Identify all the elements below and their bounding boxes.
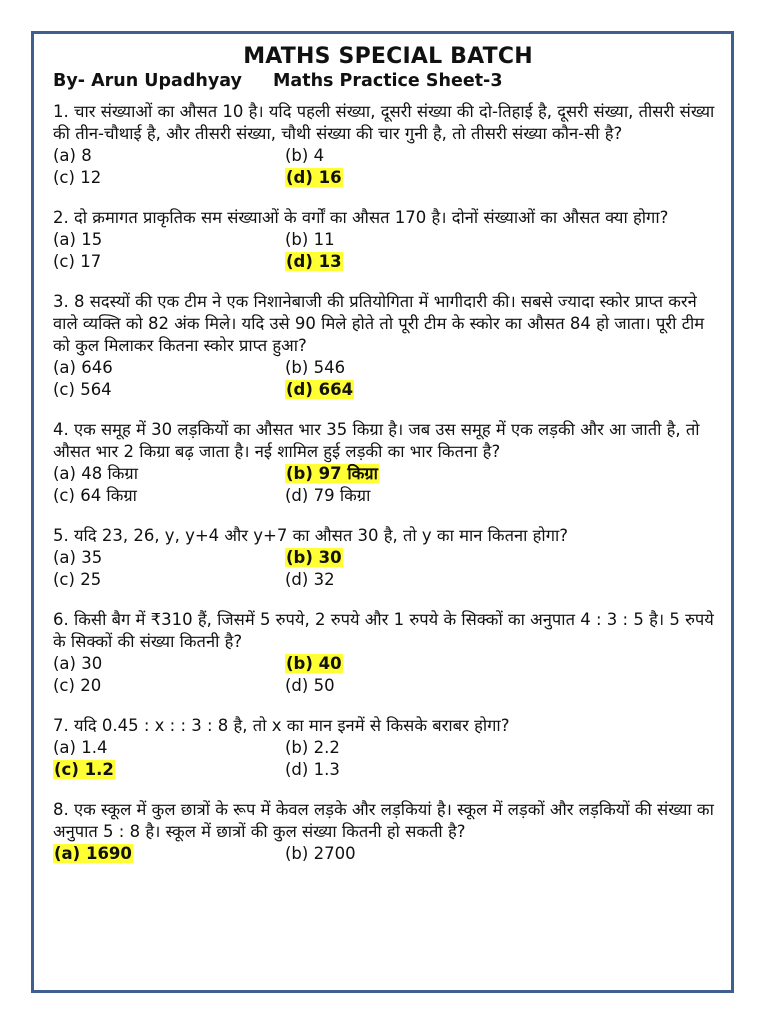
question-text: 6. किसी बैग में ₹310 हैं, जिसमें 5 रुपये, 2 रुपये और 1 रुपये के सिक्कों का अनुपात 4 : 3 : 5 है। 5 रुपये के सिक्कों की संख्या कितनी है?	[53, 610, 714, 651]
option-cell	[285, 569, 723, 591]
options-grid	[53, 357, 723, 401]
question-block	[53, 419, 723, 507]
question-block	[53, 101, 723, 189]
option: (a) 30	[53, 654, 103, 673]
options-grid	[53, 737, 723, 781]
option: (a) 8	[53, 146, 92, 165]
question-text: 5. यदि 23, 26, y, y+4 और y+7 का औसत 30 है, तो y का मान कितना होगा?	[53, 526, 569, 545]
option-cell	[53, 167, 285, 189]
answer-option: (d) 16	[286, 168, 342, 187]
question-block	[53, 291, 723, 401]
option: (c) 17	[53, 252, 102, 271]
question-text: 4. एक समूह में 30 लड़कियों का औसत भार 35 किग्रा है। जब उस समूह में एक लड़की और आ जाती है, तो औसत भार 2 किग्रा बढ़ जाता है। नई शामिल हुई लड़की का भार कितना है?	[53, 420, 700, 461]
question-block	[53, 525, 723, 591]
author-name: By- Arun Upadhyay	[53, 71, 242, 91]
options-grid	[53, 653, 723, 697]
option: (b) 2700	[285, 844, 356, 863]
option-cell	[285, 379, 723, 401]
option: (c) 564	[53, 380, 112, 399]
question-text: 2. दो क्रमागत प्राकृतिक सम संख्याओं के वर्गों का औसत 170 है। दोनों संख्याओं का औसत क्या होगा?	[53, 208, 669, 227]
option: (c) 20	[53, 676, 102, 695]
question-block	[53, 715, 723, 781]
option-cell	[285, 145, 723, 167]
answer-option: (d) 664	[286, 380, 354, 399]
option-cell	[53, 485, 285, 507]
option-cell	[53, 251, 285, 273]
option: (b) 4	[285, 146, 325, 165]
option-cell	[53, 843, 285, 865]
option-cell	[53, 229, 285, 251]
question-text: 7. यदि 0.45 : x : : 3 : 8 है, तो x का मान इनमें से किसके बराबर होगा?	[53, 716, 510, 735]
question-text: 8. एक स्कूल में कुल छात्रों के रूप में केवल लड़के और लड़कियां है। स्कूल में लड़कों और लड़कियों की संख्या का अनुपात 5 : 8 है। स्कूल में छात्रों की कुल संख्या कितनी हो सकती है?	[53, 800, 714, 841]
option-cell	[285, 229, 723, 251]
option: (a) 48 किग्रा	[53, 464, 138, 483]
option-cell	[285, 737, 723, 759]
option: (d) 1.3	[285, 760, 340, 779]
answer-option: (c) 1.2	[54, 760, 114, 779]
byline	[53, 71, 723, 91]
option: (d) 79 किग्रा	[285, 486, 371, 505]
option: (a) 35	[53, 548, 103, 567]
answer-option: (b) 97 किग्रा	[286, 464, 378, 483]
option-cell	[53, 737, 285, 759]
option-cell	[53, 357, 285, 379]
question-list	[53, 101, 723, 865]
option: (b) 2.2	[285, 738, 340, 757]
option-cell	[53, 653, 285, 675]
question-block	[53, 207, 723, 273]
answer-option: (d) 13	[286, 252, 342, 271]
option: (d) 50	[285, 676, 335, 695]
option-cell	[285, 357, 723, 379]
option-cell	[53, 759, 285, 781]
option-cell	[53, 463, 285, 485]
option: (a) 15	[53, 230, 103, 249]
option-cell	[53, 379, 285, 401]
options-grid	[53, 843, 723, 865]
option-cell	[285, 547, 723, 569]
option: (b) 11	[285, 230, 335, 249]
option: (b) 546	[285, 358, 346, 377]
option-cell	[285, 653, 723, 675]
option: (a) 1.4	[53, 738, 108, 757]
option-cell	[53, 547, 285, 569]
options-grid	[53, 463, 723, 507]
option: (c) 12	[53, 168, 102, 187]
worksheet	[53, 40, 723, 883]
question-block	[53, 609, 723, 697]
options-grid	[53, 547, 723, 591]
answer-option: (b) 30	[286, 548, 342, 567]
answer-option: (a) 1690	[54, 844, 132, 863]
sheet-name: Maths Practice Sheet-3	[273, 71, 503, 91]
option-cell	[285, 463, 723, 485]
option: (a) 646	[53, 358, 113, 377]
options-grid	[53, 229, 723, 273]
page-title: MATHS SPECIAL BATCH	[243, 44, 533, 69]
option-cell	[53, 145, 285, 167]
option-cell	[53, 675, 285, 697]
option-cell	[285, 759, 723, 781]
option-cell	[285, 843, 723, 865]
option: (c) 25	[53, 570, 102, 589]
option-cell	[285, 675, 723, 697]
question-text: 3. 8 सदस्यों की एक टीम ने एक निशानेबाजी की प्रतियोगिता में भागीदारी की। सबसे ज्यादा स्कोर प्राप्त करने वाले व्यक्ति को 82 अंक मिले। यदि उसे 90 मिले होते तो पूरी टीम के स्कोर का औसत 84 हो जाता। पूरी टीम को कुल मिलाकर कितना स्कोर प्राप्त हुआ?	[53, 292, 705, 355]
option: (c) 64 किग्रा	[53, 486, 137, 505]
option: (d) 32	[285, 570, 335, 589]
option-cell	[53, 569, 285, 591]
option-cell	[285, 485, 723, 507]
question-text: 1. चार संख्याओं का औसत 10 है। यदि पहली संख्या, दूसरी संख्या की दो-तिहाई है, दूसरी संख्या, तीसरी संख्या की तीन-चौथाई है, और तीसरी संख्या, चौथी संख्या की चार गुनी है, तो तीसरी संख्या कौन-सी है?	[53, 102, 715, 143]
question-block	[53, 799, 723, 865]
option-cell	[285, 167, 723, 189]
answer-option: (b) 40	[286, 654, 342, 673]
option-cell	[285, 251, 723, 273]
options-grid	[53, 145, 723, 189]
